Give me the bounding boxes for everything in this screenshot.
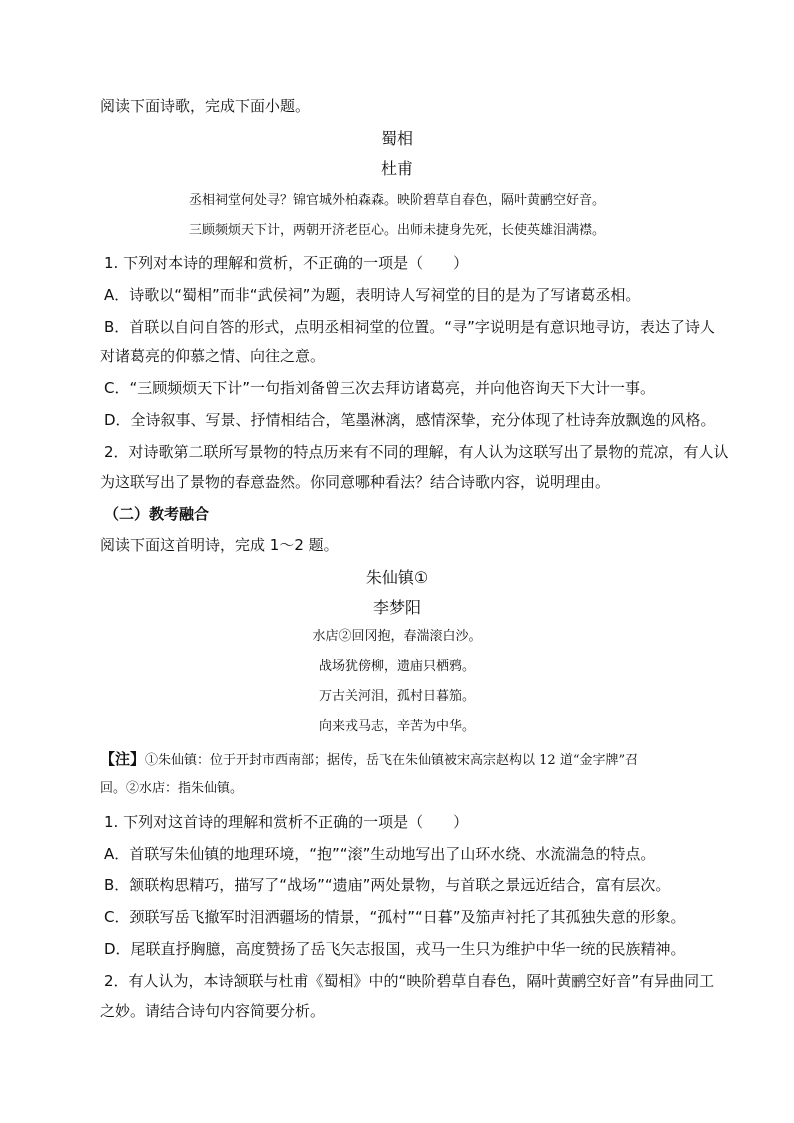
section1-option-b: B．首联以自问自答的形式，点明丞相祠堂的位置。“寻”字说明是有意识地寻访，表达了诗人	[104, 318, 715, 336]
poem2-line-1: 水店②回冈抱，春湍滚白沙。	[312, 629, 482, 644]
poem2-note	[100, 743, 700, 777]
poem2-line-4: 向来戎马志，辛苦为中华。	[318, 719, 475, 734]
poem2-note-cont: 回。②水店：指朱仙镇。	[100, 781, 244, 796]
section2-option-d: D．尾联直抒胸臆，高度赞扬了岳飞矢志报国，戎马一生只为维护中华一统的民族精神。	[104, 940, 686, 958]
poem2-title: 朱仙镇①	[365, 568, 429, 587]
section1-question-2-cont: 为这联写出了景物的春意盎然。你同意哪种看法？结合诗歌内容，说明理由。	[100, 473, 611, 491]
poem1-line-2: 三顾频烦天下计，两朝开济老臣心。出师未捷身先死，长使英雄泪满襟。	[188, 223, 605, 238]
section2-option-b: B．颔联构思精巧，描写了“战场”“遗庙”两处景物，与首联之景远近结合，富有层次。	[104, 876, 671, 894]
section1-option-b-cont: 对诸葛亮的仰慕之情、向往之意。	[100, 347, 326, 365]
poem2-line-3: 万古关河泪，孤村日暮笳。	[318, 689, 475, 704]
poem1-author: 杜甫	[380, 159, 413, 178]
section2-heading: （二）教考融合	[104, 505, 210, 523]
section1-instruction: 阅读下面诗歌，完成下面小题。	[100, 97, 311, 115]
poem1-title: 蜀相	[380, 129, 413, 148]
poem2-author: 李梦阳	[372, 598, 421, 617]
section1-question-1: 1. 下列对本诗的理解和赏析，不正确的一项是（ ）	[104, 254, 469, 272]
section2-question-1: 1. 下列对这首诗的理解和赏析不正确的一项是（ ）	[104, 813, 469, 831]
note-label: 【注】	[100, 750, 146, 768]
section1-option-d: D．全诗叙事、写景、抒情相结合，笔墨淋漓，感情深挚，充分体现了杜诗奔放飘逸的风格。	[104, 411, 716, 429]
section1-option-a: A．诗歌以“蜀相”而非“武侯祠”为题，表明诗人写祠堂的目的是为了写诸葛丞相。	[104, 286, 641, 304]
section1-question-2: 2．对诗歌第二联所写景物的特点历来有不同的理解，有人认为这联写出了景物的荒凉，有人认	[104, 443, 729, 461]
section2-instruction: 阅读下面这首明诗，完成 1～2 题。	[100, 536, 339, 554]
section2-option-c: C．颈联写岳飞撤军时泪洒疆场的情景，“孤村”“日暮”及笳声衬托了其孤独失意的形象。	[104, 908, 686, 926]
section2-option-a: A．首联写朱仙镇的地理环境，“抱”“滚”生动地写出了山环水绕、水流湍急的特点。	[104, 845, 656, 863]
section2-question-2-cont: 之妙。请结合诗句内容简要分析。	[100, 1002, 326, 1020]
section1-option-c: C．“三顾频烦天下计”一句指刘备曾三次去拜访诸葛亮，并向他咨询天下大计一事。	[104, 379, 656, 397]
section2-question-2: 2．有人认为，本诗颔联与杜甫《蜀相》中的“映阶碧草自春色，隔叶黄鹂空好音”有异曲同工	[104, 972, 715, 990]
note-text-1: ①朱仙镇：位于开封市西南部；据传，岳飞在朱仙镇被宋高宗赵构以 12 道“金字牌”召	[145, 753, 639, 768]
poem2-line-2: 战场犹傍柳，遗庙只栖鸦。	[318, 659, 475, 674]
poem1-line-1: 丞相祠堂何处寻？锦官城外柏森森。映阶碧草自春色，隔叶黄鹂空好音。	[188, 193, 605, 208]
